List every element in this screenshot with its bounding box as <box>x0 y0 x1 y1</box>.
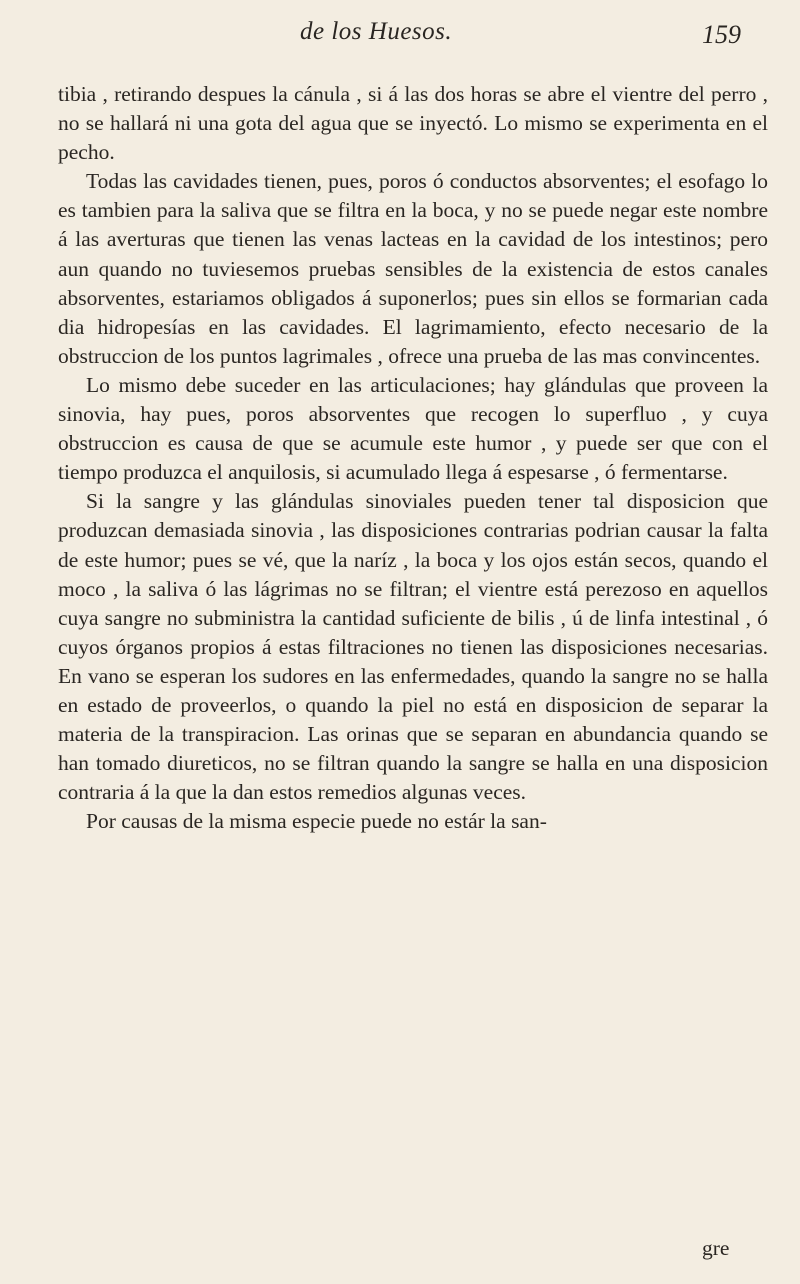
body-text <box>58 80 768 836</box>
page-number: 159 <box>702 20 741 49</box>
paragraph-4: Si la sangre y las glándulas sinoviales pueden tener tal disposicion que produzcan demasiada sinovia , las disposiciones contrarias podrian causar la falta de este humor; pues se vé, que la naríz , la boca y los ojos están secos, quando el moco , la saliva ó las lágrimas no se filtran; el vientre está perezoso en aquellos cuya sangre no subministra la cantidad suficiente de bilis , ú de linfa intestinal , ó cuyos órganos propios á estas filtraciones no tienen las disposiciones necesarias. En vano se esperan los sudores en las enfermedades, quando la sangre no se halla en estado de proveerlos, o quando la piel no está en disposicion de separar la materia de la transpiracion. Las orinas que se separan en abundancia quando se han tomado diureticos, no se filtran quando la sangre se halla en una disposicion contraria á la que la dan estos remedios algunas veces. <box>58 489 768 805</box>
catchword: gre <box>702 1236 730 1260</box>
running-title: de los Huesos. <box>300 18 453 45</box>
paragraph-1: tibia , retirando despues la cánula , si á las dos horas se abre el vientre del perro , no se hallará ni una gota del agua que se inyectó. Lo mismo se experimenta en el pecho. <box>58 82 768 165</box>
paragraph-2: Todas las cavidades tienen, pues, poros ó conductos absorventes; el esofago lo es tambien para la saliva que se filtra en la boca, y no se puede negar este nombre á las averturas que tienen las venas lacteas en la cavidad de los intestinos; pero aun quando no tuviesemos pruebas sensibles de la existencia de estos canales absorventes, estariamos obligados á suponerlos; pues sin ellos se formarian cada dia hidropesías en las cavidades. El lagrimamiento, efecto necesario de la obstruccion de los puntos lagrimales , ofrece una prueba de las mas convincentes. <box>58 169 768 368</box>
paragraph-3: Lo mismo debe suceder en las articulaciones; hay glándulas que proveen la sinovia, hay pues, poros absorventes que recogen lo superfluo , y cuya obstruccion es causa de que se acumule este humor , y puede ser que con el tiempo produzca el anquilosis, si acumulado llega á espesarse , ó fermentarse. <box>58 372 768 485</box>
paragraph-5: Por causas de la misma especie puede no estár la san- <box>86 809 547 834</box>
